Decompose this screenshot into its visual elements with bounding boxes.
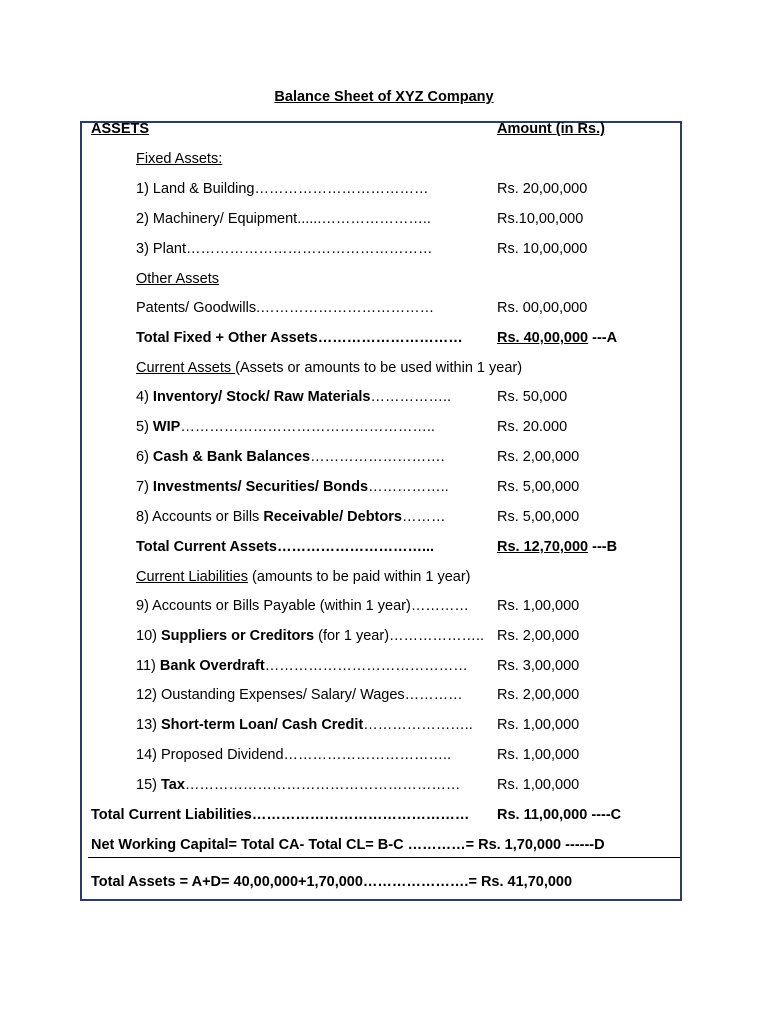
row-label: Patents/ Goodwills xyxy=(136,300,257,316)
total-tag: ------D xyxy=(561,837,605,853)
row-label: Total Current Assets xyxy=(136,539,277,555)
tax-amount: Rs. 1,00,000 xyxy=(497,777,580,793)
divider-line xyxy=(88,857,680,858)
row-label: Investments/ Securities/ Bonds xyxy=(152,479,369,495)
overdraft-amount: Rs. 3,00,000 xyxy=(497,658,580,674)
row-label: 9) Accounts or Bills Payable (within 1 year) xyxy=(136,598,411,614)
total-value: Rs. 12,70,000 xyxy=(497,539,589,555)
total-assets-row xyxy=(91,873,572,891)
leader-dots: ......………………….. xyxy=(297,211,431,227)
leader-dots: ………………….. xyxy=(363,717,473,733)
total-value: Rs. 11,00,000 xyxy=(497,807,588,823)
investments-amount: Rs. 5,00,000 xyxy=(497,479,580,495)
row-suffix: (for 1 year) xyxy=(314,628,390,644)
patents-amount: Rs. 00,00,000 xyxy=(497,300,588,316)
row-number: 10) xyxy=(136,628,161,644)
total-value: Rs. 1,70,000 xyxy=(474,837,562,853)
row-label: Bank Overdraft xyxy=(159,658,265,674)
row-prefix: 8) Accounts or Bills xyxy=(136,509,264,525)
investments-row xyxy=(136,478,449,496)
assets-header: ASSETS xyxy=(91,121,150,137)
row-number: 6) xyxy=(136,449,153,465)
row-number: 11) xyxy=(136,658,160,674)
row-label: WIP xyxy=(152,419,181,435)
patents-row xyxy=(136,299,434,317)
leader-dots: ………………………… xyxy=(317,330,463,346)
land-building-row xyxy=(136,180,429,198)
leader-dots: ………… xyxy=(404,687,463,703)
leader-dots: ………………………………………………… xyxy=(184,777,461,793)
leader-dots: …………………………... xyxy=(277,539,435,555)
total-tag: ----C xyxy=(587,807,622,823)
tax-row xyxy=(136,776,460,794)
total-current-assets-row xyxy=(136,538,434,556)
row-number: 7) xyxy=(136,479,153,495)
leader-dots: ………… xyxy=(410,598,469,614)
leader-dots: ……………….. xyxy=(389,628,485,644)
row-label: Cash & Bank Balances xyxy=(152,449,311,465)
leader-dots: ……… xyxy=(401,509,446,525)
total-current-liabilities-amount xyxy=(497,806,621,824)
row-label: 2) Machinery/ Equipment xyxy=(136,211,298,227)
leader-dots: …………………………………………… xyxy=(185,241,433,257)
row-number: 13) xyxy=(136,717,161,733)
machinery-amount: Rs.10,00,000 xyxy=(497,211,584,227)
dividend-amount: Rs. 1,00,000 xyxy=(497,747,580,763)
row-label: 1) Land & Building xyxy=(136,181,255,197)
land-building-amount: Rs. 20,00,000 xyxy=(497,181,588,197)
payable-row xyxy=(136,597,469,615)
total-tag: ---A xyxy=(588,330,618,346)
leader-dots: …………………………………… xyxy=(264,658,468,674)
leader-dots: …………….. xyxy=(370,389,452,405)
current-liabilities-note: (amounts to be paid within 1 year) xyxy=(248,569,471,585)
total-current-assets-amount xyxy=(497,538,617,556)
loan-row xyxy=(136,716,473,734)
inventory-amount: Rs. 50,000 xyxy=(497,389,568,405)
total-fixed-other-row xyxy=(136,329,463,347)
dividend-row xyxy=(136,746,451,764)
cash-bank-amount: Rs. 2,00,000 xyxy=(497,449,580,465)
inventory-row xyxy=(136,388,451,406)
total-value: Rs. 41,70,000 xyxy=(476,874,573,890)
total-value: Rs. 40,00,000 xyxy=(497,330,589,346)
plant-row xyxy=(136,240,432,258)
row-number: 15) xyxy=(136,777,161,793)
row-label: Net Working Capital= Total CA- Total CL= B-C …………= xyxy=(91,837,475,853)
row-label: Inventory/ Stock/ Raw Materials xyxy=(152,389,371,405)
current-assets-heading-row xyxy=(136,359,522,377)
current-assets-heading: Current Assets xyxy=(136,360,236,376)
row-label: 12) Oustanding Expenses/ Salary/ Wages xyxy=(136,687,405,703)
leader-dots: …………….. xyxy=(368,479,449,495)
row-label: Tax xyxy=(161,777,185,793)
row-label: Total Assets = A+D= 40,00,000+1,70,000………………….= xyxy=(91,874,477,890)
leader-dots: ……………………………………… xyxy=(251,807,470,823)
amount-header: Amount (in Rs.) xyxy=(497,121,605,137)
expenses-row xyxy=(136,686,463,704)
total-tag: ---B xyxy=(588,539,618,555)
net-working-capital-row xyxy=(91,836,605,854)
page-title: Balance Sheet of XYZ Company xyxy=(274,89,494,105)
leader-dots: .……………………………… xyxy=(256,300,435,316)
row-label: 3) Plant xyxy=(136,241,186,257)
current-liabilities-heading: Current Liabilities xyxy=(136,569,249,585)
row-label: Short-term Loan/ Cash Credit xyxy=(161,717,364,733)
total-fixed-other-amount xyxy=(497,329,617,347)
suppliers-amount: Rs. 2,00,000 xyxy=(497,628,580,644)
row-number: 4) xyxy=(136,389,153,405)
leader-dots: …………………………….. xyxy=(283,747,452,763)
leader-dots: …………………………………………….. xyxy=(180,419,435,435)
loan-amount: Rs. 1,00,000 xyxy=(497,717,580,733)
row-number: 5) xyxy=(136,419,153,435)
suppliers-row xyxy=(136,627,484,645)
plant-amount: Rs. 10,00,000 xyxy=(497,241,588,257)
payable-amount: Rs. 1,00,000 xyxy=(497,598,580,614)
other-assets-heading: Other Assets xyxy=(136,271,220,287)
row-label: 14) Proposed Dividend xyxy=(136,747,284,763)
row-label: Receivable/ Debtors xyxy=(263,509,402,525)
current-assets-note: (Assets or amounts to be used within 1 year) xyxy=(235,360,523,376)
current-liabilities-heading-row xyxy=(136,568,470,586)
leader-dots: ……………………………… xyxy=(254,181,429,197)
leader-dots: ………………………. xyxy=(310,449,445,465)
cash-bank-row xyxy=(136,448,445,466)
machinery-row xyxy=(136,210,431,228)
total-current-liabilities-row xyxy=(91,806,469,824)
wip-row xyxy=(136,418,435,436)
wip-amount: Rs. 20.000 xyxy=(497,419,568,435)
overdraft-row xyxy=(136,657,468,675)
row-label: Total Current Liabilities xyxy=(91,807,252,823)
row-label: Total Fixed + Other Assets xyxy=(136,330,318,346)
fixed-assets-heading: Fixed Assets: xyxy=(136,151,223,167)
receivable-amount: Rs. 5,00,000 xyxy=(497,509,580,525)
receivable-row xyxy=(136,508,445,526)
row-label: Suppliers or Creditors xyxy=(161,628,315,644)
expenses-amount: Rs. 2,00,000 xyxy=(497,687,580,703)
